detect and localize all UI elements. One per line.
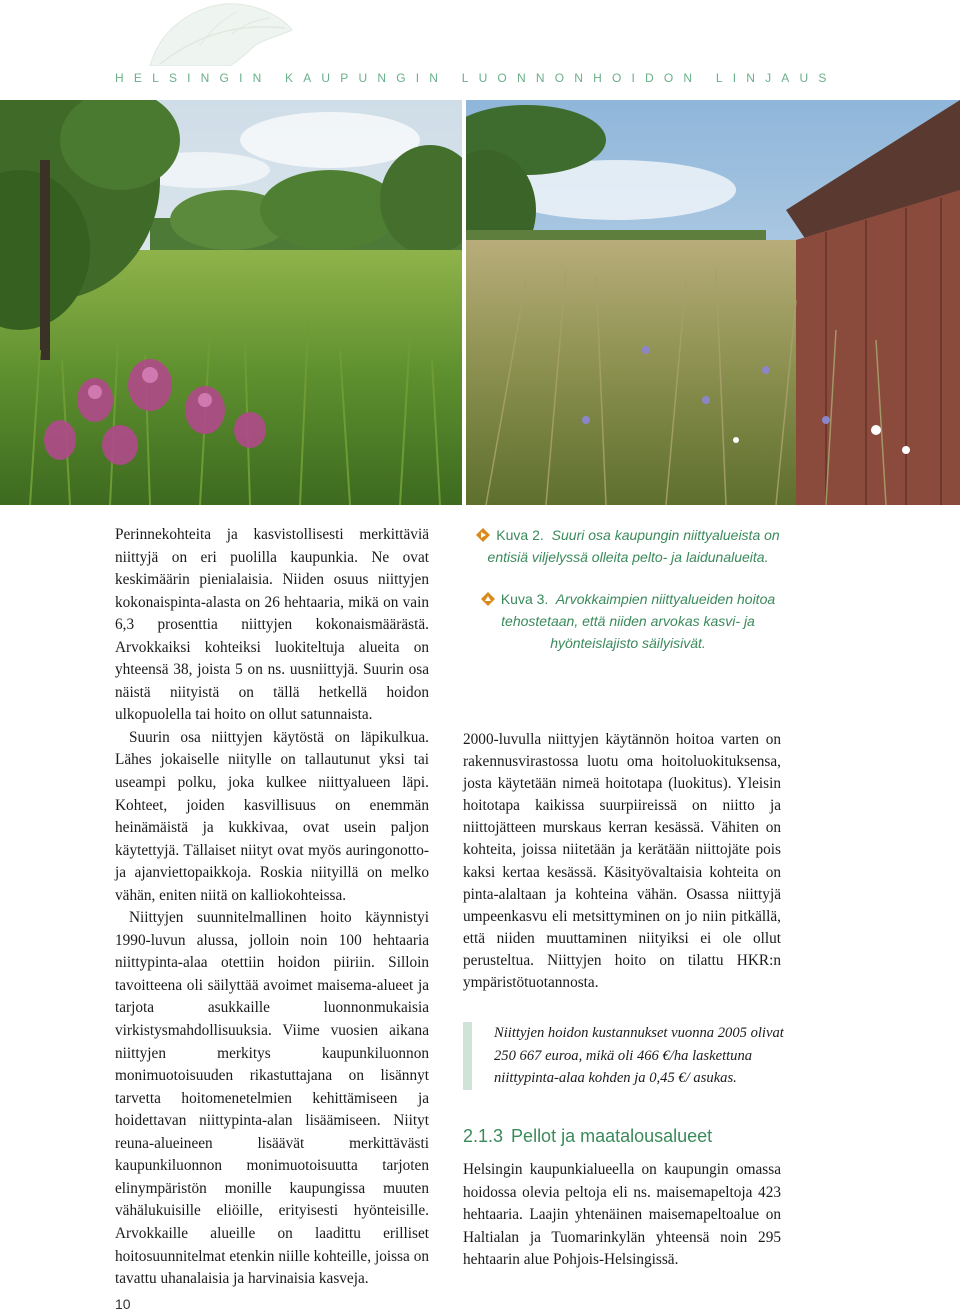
left-text-column [115,524,429,1291]
caption-kuva-2 [463,524,793,568]
meadow-photo [0,100,462,505]
section-heading [463,1126,712,1147]
paragraph: 2000-luvulla niittyjen käytännön hoitoa varten on rakennusvirastossa luotu oma hoitoluokituksensa, josta käytetään nimeä hoitotapa (luokitus). Yleisin hoitotapa kaikissa suurpiireissä on niitto ja niittojätteen murskaus kerran kesässä. Vähiten on kohteita, joissa niitetään ja kerätään niittojäte pois kaksi kertaa kesässä. Käsityövaltaisia kohteita on pinta-alaltaan ja kohteina vähän. Osassa niittyjä umpeenkasvu eli metsittyminen on jo niin pitkällä, että niiden muuttaminen niityiksi ei ole ollut perusteltua. Niittyjen hoito on tilattu HKR:n ympäristötuotannosta. [463,731,781,992]
caption-label: Kuva 3. [500,591,549,607]
arrow-up-marker-icon [481,592,495,606]
paragraph: Niittyjen suunnitelmallinen hoito käynnistyi 1990-luvun alussa, jolloin noin 100 hehtaaria niittypinta-alaa otettiin hoidon piiriin. Silloin tavoitteena oli säilyttää avoimet maisema-alueet ja tarjota asukkaille luonnonmukaisia virkistysmahdollisuuksia. Viime vuosien aikana niittyjen merkitys kaupunkiluonnon monimuotoisuuden rikastuttajana on lisännyt tarvetta hoitomenetelmien kehittämiseen ja hoidettavan niittypinta-alan lisäämiseen. Niityt reuna-alueineen lisäävät merkittävästi kaupunkiluonnon monimuotoisuutta tarjoten elinympäristön monille kaupungissa muuten vähälukuisille eliöille, erityisesti hyönteisille. Arvokkaille alueille on laadittu erilliset hoitosuunnitelmat etenkin niille kohteille, joissa on tavattu uhanalaisia ja harvinaisia kasveja. [115,909,429,1288]
section-title-text: Pellot ja maatalousalueet [511,1126,713,1146]
cost-pull-quote: Niittyjen hoidon kustannukset vuonna 2005 olivat 250 667 euroa, mikä oli 466 €/ha laskettuna niittypinta-alaa kohden ja 0,45 €/ asukas. [463,1022,804,1090]
section-body-text: Helsingin kaupunkialueella on kaupungin omassa hoidossa olevia peltoja eli ns. maisemapeltoja 423 hehtaaria. Laajin yhtenäinen maisemapeltoalue on Haltialan ja Tuomarinkylän yhteensä noin 295 hehtaarin alue Pohjois-Helsingissä. [463,1161,781,1268]
section-number: 2.1.3 [463,1126,504,1146]
running-header: HELSINGIN KAUPUNGIN LUONNONHOIDON LINJAUS [115,71,837,85]
right-text-column [463,729,781,994]
arrow-right-marker-icon [476,528,490,542]
caption-text: Suuri osa kaupungin niittyalueista on entisiä viljelyssä olleita pelto- ja laidunalueita. [487,527,780,565]
caption-kuva-3 [463,588,793,654]
barn-meadow-photo [466,100,960,505]
caption-label: Kuva 2. [496,527,544,543]
figure-captions [463,524,793,674]
paragraph: Perinnekohteita ja kasvistollisesti merkittäviä niittyjä on eri puolilla kaupunkia. Ne ovat keskimäärin pienialaisia. Niiden osuus niittyjen kokonaispinta-alasta on 26 hehtaaria, mikä on vain 6,3 prosenttia niittyjen kokonaismäärästä. Arvokkaiksi kohteiksi luokiteltuja alueita on yhteensä 38, joista 5 on ns. uusniittyjä. Suurin osa näistä niityistä on tällä hetkellä hoidon ulkopuolella tai hoito on ollut satunnaista. [115,526,429,724]
paragraph: Suurin osa niittyjen käytöstä on läpikulkua. Lähes jokaiselle niitylle on tallautunut yksi tai useampi polku, joka kulkee niittyalueen läpi. Kohteet, joiden kasvillisuus on enemmän heinämäistä ja kukkivaa, ovat usein paljon käytettyjä. Tällaiset niityt ovat myös auringonotto- ja ajanviettopaikkoja. Roskia niityillä on melko vähän, eniten niitä on kalliokohteissa. [115,728,429,904]
caption-text: Arvokkaimpien niittyalueiden hoitoa tehostetaan, että niiden arvokas kasvi- ja hyönteislajisto säilyisivät. [501,591,776,651]
page-number: 10 [115,1296,131,1312]
leaf-watermark-icon [140,0,300,66]
